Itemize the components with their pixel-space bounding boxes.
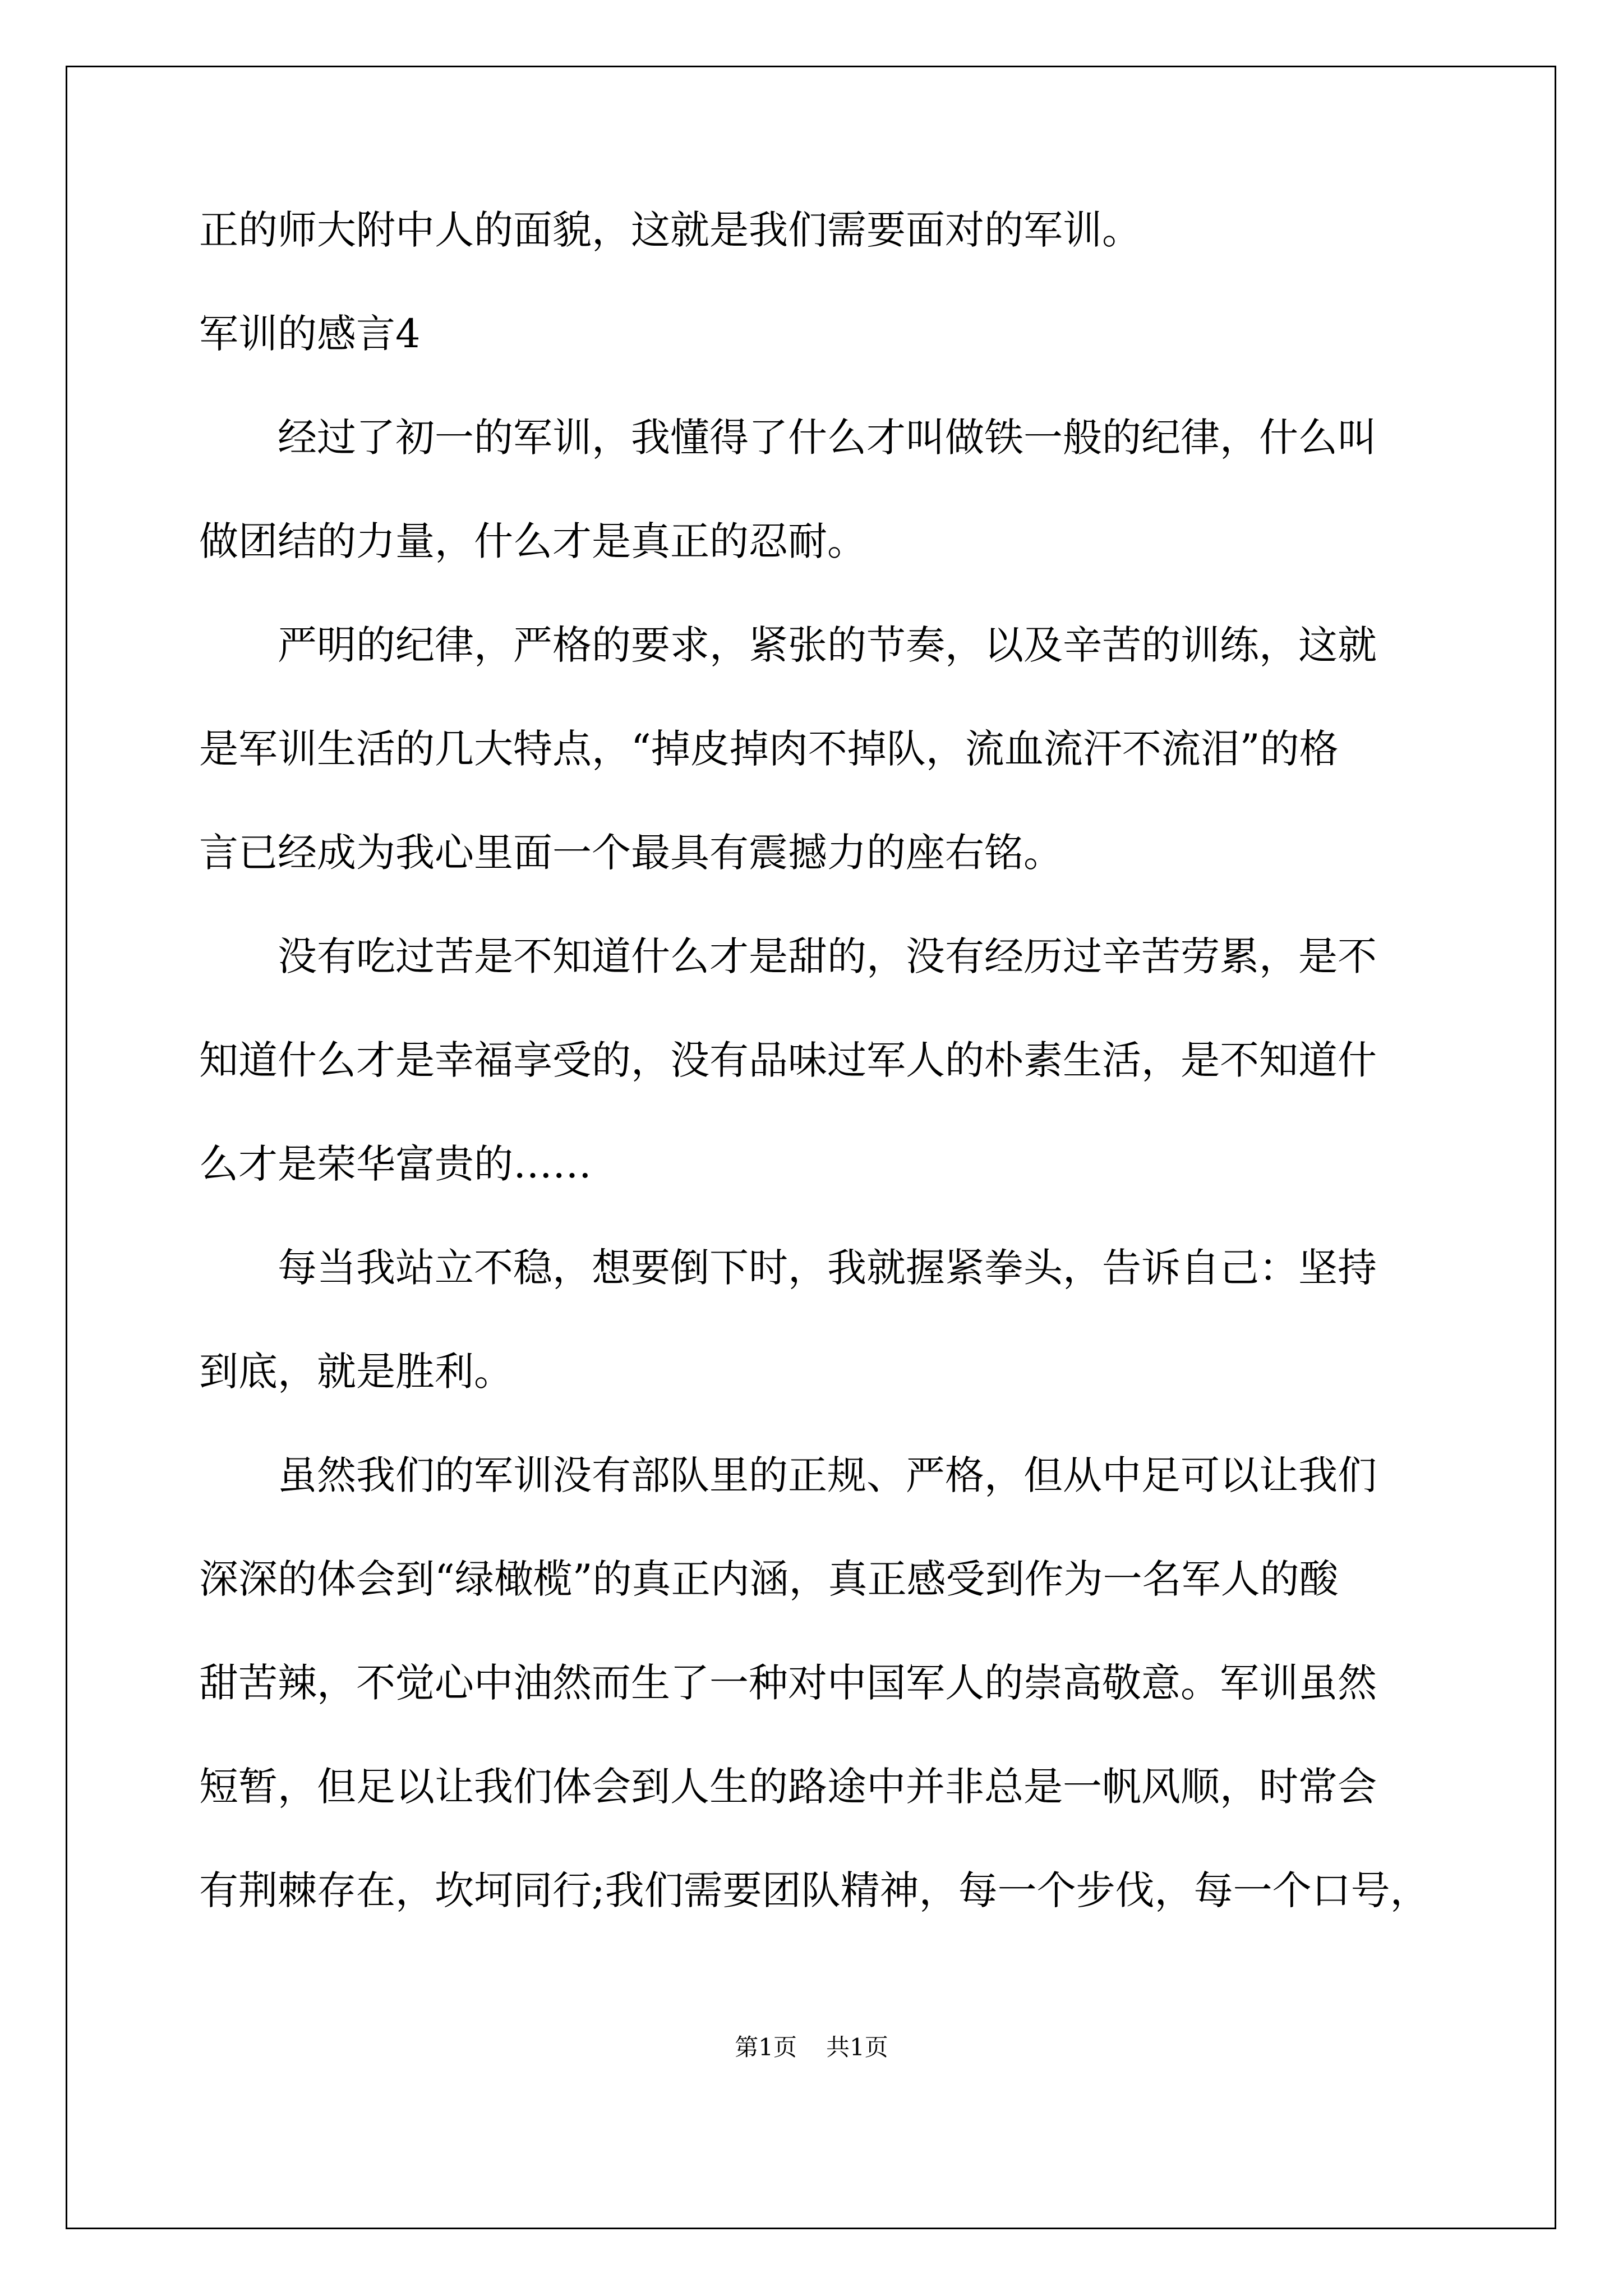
text-line: 没有吃过苦是不知道什么才是甜的，没有经历过辛苦劳累，是不 xyxy=(199,933,1377,979)
text-line: 甜苦辣，不觉心中油然而生了一种对中国军人的崇高敬意。军训虽然 xyxy=(199,1660,1377,1706)
text-line: 严明的纪律，严格的要求，紧张的节奏，以及辛苦的训练，这就 xyxy=(199,622,1377,668)
page-number: 第1页 xyxy=(735,2033,797,2061)
text-line: 正的师大附中人的面貌，这就是我们需要面对的军训。 xyxy=(199,207,1141,253)
page-total: 共1页 xyxy=(826,2033,888,2061)
text-line: 做团结的力量，什么才是真正的忍耐。 xyxy=(199,518,866,564)
text-line: 言已经成为我心里面一个最具有震撼力的座右铭。 xyxy=(199,830,1063,876)
text-line: 虽然我们的军训没有部队里的正规、严格，但从中足可以让我们 xyxy=(199,1452,1377,1498)
text-line: 知道什么才是幸福享受的，没有品味过军人的朴素生活，是不知道什 xyxy=(199,1037,1377,1083)
page-footer xyxy=(0,2031,1623,2064)
text-line: 到底，就是胜利。 xyxy=(199,1349,513,1395)
text-line: 每当我站立不稳，想要倒下时，我就握紧拳头，告诉自己：坚持 xyxy=(199,1245,1377,1291)
text-line: 是军训生活的几大特点，“掉皮掉肉不掉队，流血流汗不流泪”的格 xyxy=(199,726,1339,772)
section-heading: 军训的感言4 xyxy=(199,311,421,357)
text-line: 么才是荣华富贵的…… xyxy=(199,1141,592,1187)
text-line: 短暂，但足以让我们体会到人生的路途中并非总是一帆风顺，时常会 xyxy=(199,1764,1377,1810)
text-line: 经过了初一的军训，我懂得了什么才叫做铁一般的纪律，什么叫 xyxy=(199,415,1377,461)
text-line: 深深的体会到“绿橄榄”的真正内涵，真正感受到作为一名军人的酸 xyxy=(199,1556,1339,1602)
text-line: 有荆棘存在，坎坷同行;我们需要团队精神，每一个步伐，每一个口号， xyxy=(199,1867,1430,1913)
